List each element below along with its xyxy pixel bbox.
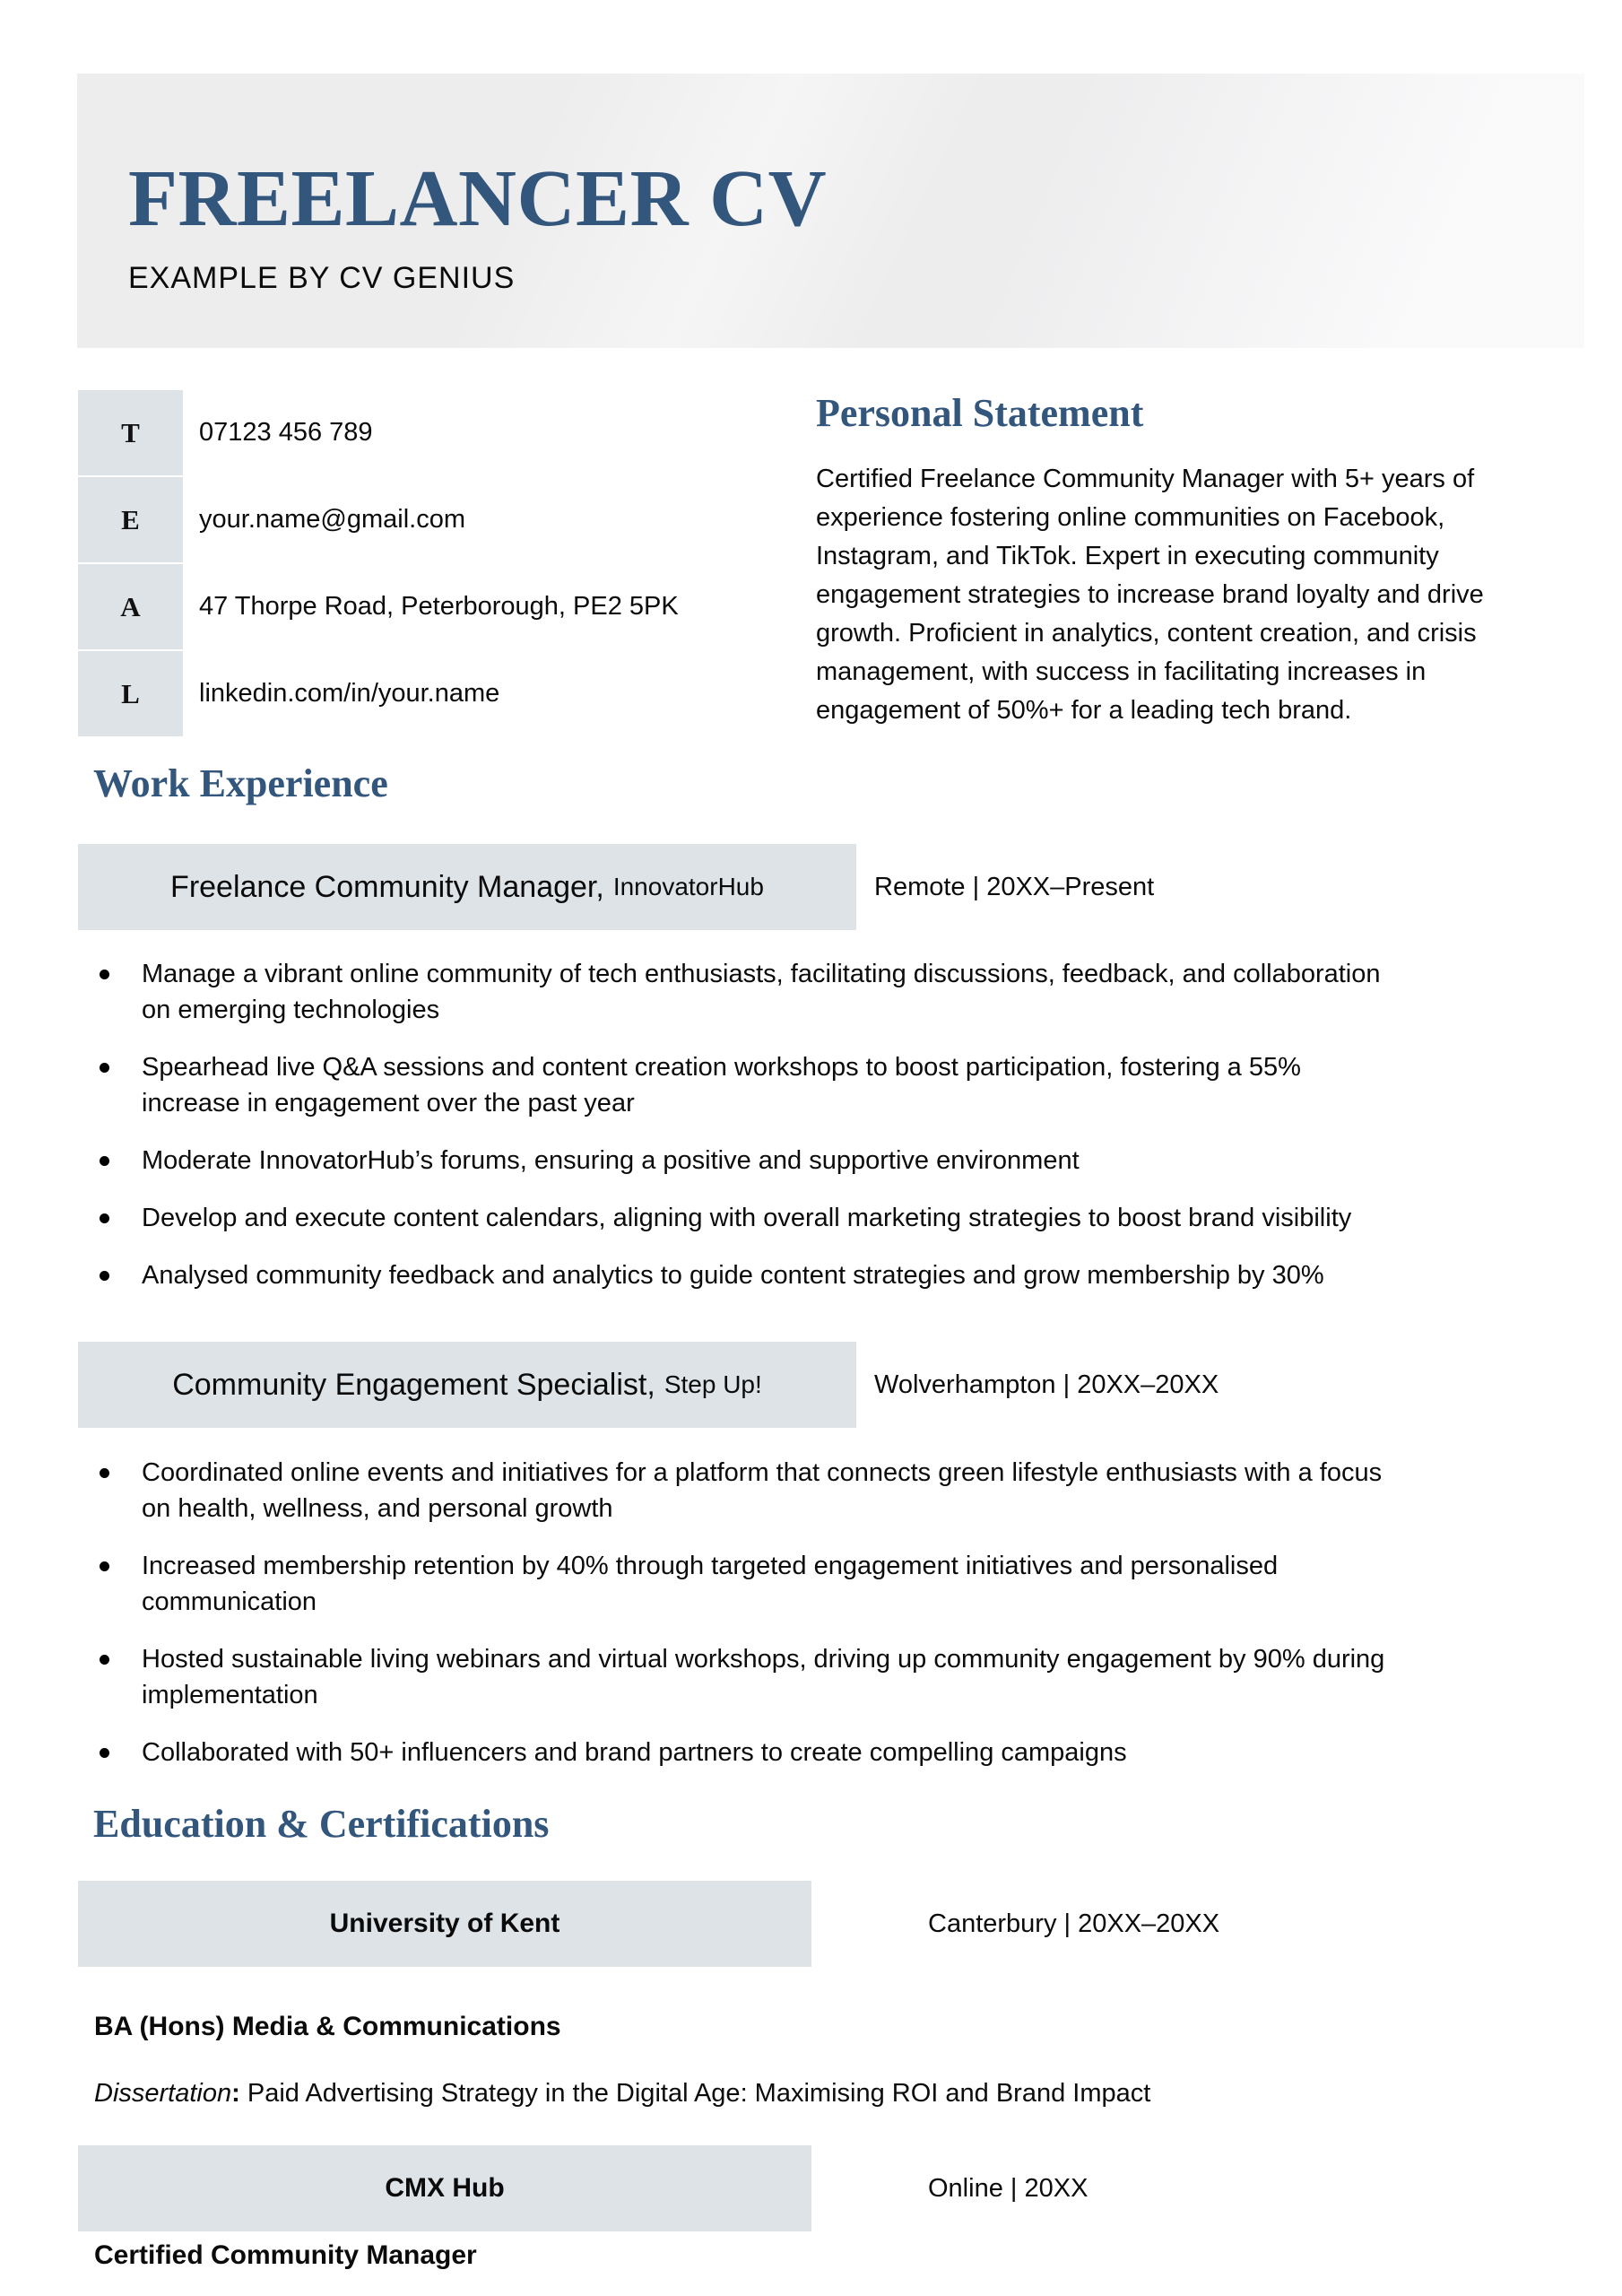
bullet-item: Increased membership retention by 40% through targeted engagement initiatives and personalised communication [78,1548,1397,1620]
job-header-1 [78,844,1154,930]
cv-title: FREELANCER CV [128,154,828,243]
dissertation-line [94,2079,1150,2109]
education-meta-2: Online | 20XX [928,2173,1089,2203]
education-meta-1: Canterbury | 20XX–20XX [928,1909,1220,1938]
cv-subtitle: EXAMPLE BY CV GENIUS [128,261,516,295]
contact-table [78,390,816,738]
address-letter-badge: A [78,564,183,649]
job-title-box-2 [78,1342,856,1428]
job-title-2: Community Engagement Specialist, [172,1367,655,1402]
bullet-item: Moderate InnovatorHub’s forums, ensuring a positive and supportive environment [78,1143,1397,1178]
institution-box-2: CMX Hub [78,2145,811,2231]
address-value: 47 Thorpe Road, Peterborough, PE2 5PK [199,592,679,621]
bullet-item: Develop and execute content calendars, aligning with overall marketing strategies to boost brand visibility [78,1200,1397,1236]
header-banner [77,74,1584,348]
education-header-2 [78,2145,1088,2231]
contact-row-address [78,564,816,649]
bullet-item: Spearhead live Q&A sessions and content creation workshops to boost participation, fostering a 55% increase in engagement over the past year [78,1049,1397,1121]
work-experience-heading: Work Experience [93,761,388,805]
contact-row-linkedin [78,651,816,736]
dissertation-colon: : [231,2079,240,2108]
job-title-1: Freelance Community Manager, [170,869,604,904]
job-company-2: Step Up! [664,1370,762,1398]
email-value: your.name@gmail.com [199,505,465,534]
education-heading: Education & Certifications [93,1802,550,1846]
contact-row-phone [78,390,816,475]
contact-row-email [78,477,816,562]
personal-statement-body: Certified Freelance Community Manager with 5+ years of experience fostering online communities on Facebook, Instagram, and TikTok. Expert in executing community engagement strategies to increase brand loyalty and drive growth. Proficient in analytics, content creation, and crisis management, with success in facilitating increases in engagement of 50%+ for a leading tech brand. [816,465,1484,725]
institution-box-1: University of Kent [78,1881,811,1967]
bullet-item: Coordinated online events and initiatives for a platform that connects green lifestyle enthusiasts with a focus on health, wellness, and personal growth [78,1455,1397,1526]
bullet-item: Hosted sustainable living webinars and virtual workshops, driving up community engagement by 90% during implementation [78,1641,1397,1713]
personal-statement [816,390,1544,738]
education-header-1 [78,1881,1219,1967]
dissertation-text: Paid Advertising Strategy in the Digital Age: Maximising ROI and Brand Impact [239,2079,1151,2108]
job-meta-1: Remote | 20XX–Present [874,872,1155,901]
job-bullets-1 [78,956,1405,1315]
phone-letter-badge: T [78,390,183,475]
linkedin-value: linkedin.com/in/your.name [199,679,500,708]
contact-and-statement-section [78,390,1544,738]
job-bullets-2 [78,1455,1405,1792]
bullet-item: Analysed community feedback and analytics to guide content strategies and grow membership by 30% [78,1257,1397,1293]
bullet-item: Collaborated with 50+ influencers and brand partners to create compelling campaigns [78,1735,1397,1770]
linkedin-letter-badge: L [78,651,183,736]
bullet-item: Manage a vibrant online community of tech enthusiasts, facilitating discussions, feedback, and collaboration on emerging technologies [78,956,1397,1028]
job-meta-2: Wolverhampton | 20XX–20XX [874,1370,1219,1399]
job-header-2 [78,1342,1219,1428]
job-title-box-1 [78,844,856,930]
degree-2: Certified Community Manager [94,2240,477,2270]
phone-value: 07123 456 789 [199,418,373,447]
personal-statement-heading: Personal Statement [816,391,1144,435]
degree-1: BA (Hons) Media & Communications [94,2012,561,2041]
dissertation-label: Dissertation [94,2079,232,2108]
email-letter-badge: E [78,477,183,562]
job-company-1: InnovatorHub [612,873,764,900]
